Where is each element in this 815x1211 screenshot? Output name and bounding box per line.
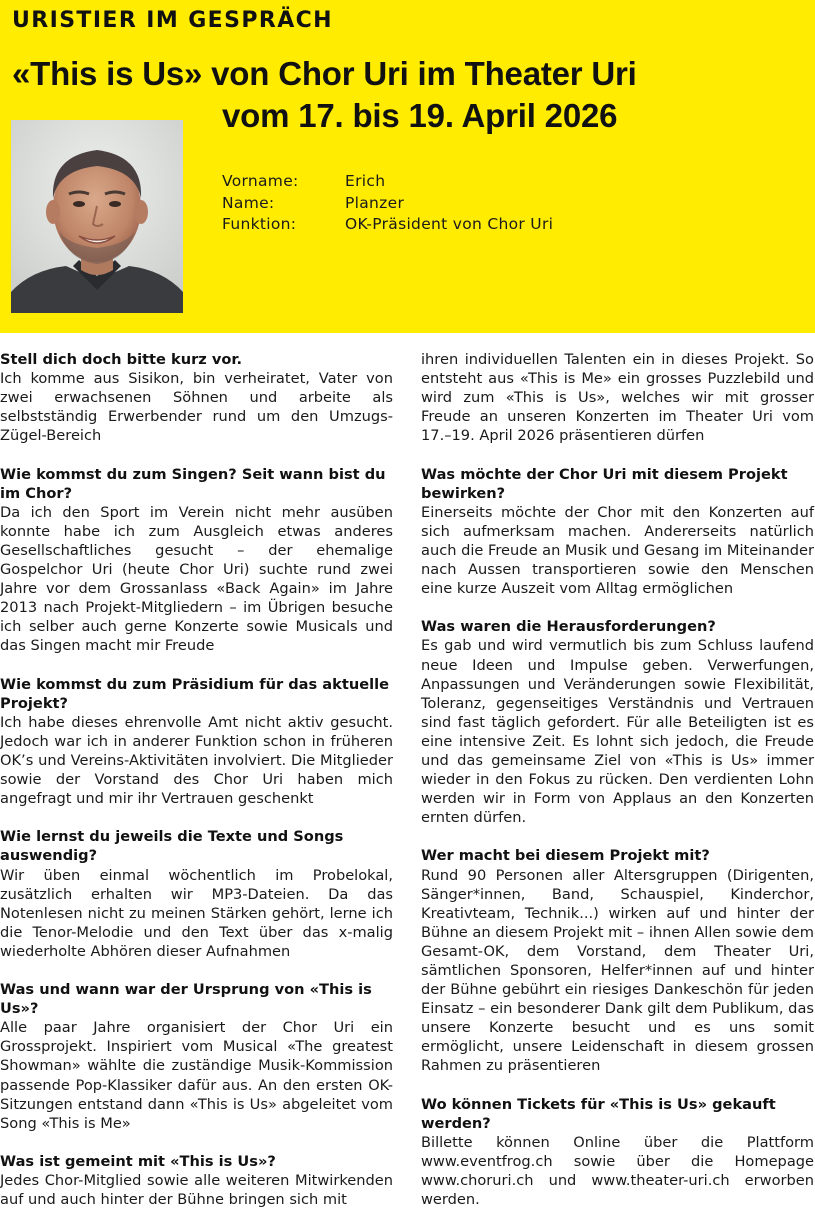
info-label: Vorname: [222, 172, 299, 190]
question: Was möchte der Chor Uri mit diesem Projekt bewirken? [421, 465, 788, 502]
qa-block [0, 1152, 393, 1209]
answer: Billette können Online über die Plattform www.eventfrog.ch sowie über die Homepage www.choruri.ch und www.theater-uri.ch erworben werden. [421, 1133, 814, 1209]
interview-column-right [421, 350, 814, 1211]
question: Wie kommst du zum Singen? Seit wann bist du im Chor? [0, 465, 386, 502]
question: Wie kommst du zum Präsidium für das aktuelle Projekt? [0, 675, 390, 712]
answer: ihren individuellen Talenten ein in dieses Projekt. So entsteht aus «This is Me» ein grosses Puzzlebild und wird zum «This is Us», welches wir mit grosser Freude an unseren Konzerten im Theater Uri vom 17.–19. April 2026 präsentieren dürfen [421, 351, 814, 445]
answer: Wir üben einmal wöchentlich im Probelokal, zusätzlich erhalten wir MP3-Dateien. Da das Notenlesen nicht zu meinen Stärken gehört, lerne ich die Tenor-Melodie und den Text über das x-malig wiederholte Abhören dieser Aufnahmen [0, 866, 393, 960]
headline-line-2: vom 17. bis 19. April 2026 [222, 97, 618, 134]
answer: Es gab und wird vermutlich bis zum Schluss laufend neue Ideen und Impulse geben. Verwerfungen, Anpassungen und Veränderungen sowie Flexibilität, Toleranz, gegenseitiges Verständnis und Vertrauen sind fast täglich gefordert. Für alle Beteiligten ist es eine intensive Zeit. Es lohnt sich jedoch, die Freude und das gemeinsame Ziel von «This is Us» immer wieder in den Fokus zu rücken. Den verdienten Lohn werden wir in Form von Applaus an den Konzerten ernten dürfen. [421, 637, 814, 827]
answer: Rund 90 Personen aller Altersgruppen (Dirigenten, Sänger*innen, Band, Schauspiel, Kinderchor, Kreativteam, Technik...) wirken auf und hinter der Bühne an diesem Projekt mit – ihnen Allen sowie dem Gesamt-OK, dem Vorstand, dem Theater Uri, sämtlichen Sponsoren, Helfer*innen auf und hinter der Bühne gebührt ein riesiges Dankeschön für jeden Einsatz – ein besonderer Dank gilt dem Publikum, das unsere Konzerte besucht und es uns somit ermöglicht, unsere Leidenschaft in diesem grossen Rahmen zu präsentieren [421, 866, 814, 1075]
qa-block [421, 846, 814, 1075]
qa-block [421, 617, 814, 827]
answer: Alle paar Jahre organisiert der Chor Uri ein Grossprojekt. Inspiriert vom Musical «The greatest Showman» wählte die zuständige Musik-Kommission passende Pop-Klassiker dafür aus. An den ersten OK-Sitzungen entstand dann «This is Us» abgeleitet vom Song «This is Me» [0, 1019, 393, 1132]
qa-block [0, 980, 393, 1133]
info-row-function [222, 214, 553, 236]
qa-block [0, 675, 393, 809]
question: Was ist gemeint mit «This is Us»? [0, 1152, 276, 1170]
portrait-photo [11, 120, 183, 313]
info-value: OK-Präsident von Chor Uri [345, 215, 554, 233]
qa-block [421, 465, 814, 599]
answer: Einerseits möchte der Chor mit den Konzerten auf sich aufmerksam machen. Andererseits natürlich auch die Freude an Musik und Gesang im Miteinander nach Aussen transportieren sowie den Menschen eine kurze Auszeit vom Alltag ermöglichen [421, 503, 814, 598]
headline-line-1: «This is Us» von Chor Uri im Theater Uri [12, 55, 637, 92]
question: Was waren die Herausforderungen? [421, 618, 716, 636]
question: Wo können Tickets für «This is Us» gekauft werden? [421, 1095, 776, 1132]
info-label: Funktion: [222, 215, 297, 233]
info-value: Planzer [345, 193, 405, 212]
qa-block [0, 465, 393, 656]
qa-block [0, 350, 393, 445]
header-banner [0, 0, 815, 333]
question: Wie lernst du jeweils die Texte und Songs auswendig? [0, 828, 344, 865]
answer: Ich habe dieses ehrenvolle Amt nicht aktiv gesucht. Jedoch war ich in anderer Funktion schon in früheren OK’s und Vereins-Aktivitäten involviert. Die Mitglieder sowie der Vorstand des Chor Uri haben mich angefragt und mir ihr Vertrauen geschenkt [0, 713, 393, 808]
answer: Ich komme aus Sisikon, bin verheiratet, Vater von zwei erwachsenen Söhnen und arbeite als selbstständig Erwerbender rund um den Umzugs-Zügel-Bereich [0, 370, 393, 445]
qa-block-continued [421, 350, 814, 445]
info-row-firstname [222, 171, 553, 193]
answer: Da ich den Sport im Verein nicht mehr ausüben konnte habe ich zum Ausgleich etwas anderes Gesellschaftliches gesucht – der ehemalige Gospelchor Uri (heute Chor Uri) suchte rund zwei Jahre vor dem Grossanlass «Back Again» im Jahre 2013 nach Projekt-Mitgliedern – im Übrigen besuche ich selber auch gerne Konzerte sowie Musicals und das Singen macht mir Freude [0, 503, 393, 655]
answer: Jedes Chor-Mitglied sowie alle weiteren Mitwirkenden auf und auch hinter der Bühne bringen sich mit [0, 1172, 393, 1209]
person-info [222, 171, 553, 236]
qa-block [421, 1095, 814, 1210]
info-value: Erich [345, 172, 386, 190]
qa-block [0, 827, 393, 961]
question: Was und wann war der Ursprung von «This is Us»? [0, 981, 372, 1018]
info-label: Name: [222, 193, 275, 212]
question: Stell dich doch bitte kurz vor. [0, 351, 243, 368]
question: Wer macht bei diesem Projekt mit? [421, 847, 710, 865]
interview-column-left [0, 350, 393, 1211]
section-kicker: URISTIER IM GESPRÄCH [12, 8, 333, 33]
info-row-lastname [222, 193, 553, 215]
portrait-illustration [11, 120, 183, 313]
